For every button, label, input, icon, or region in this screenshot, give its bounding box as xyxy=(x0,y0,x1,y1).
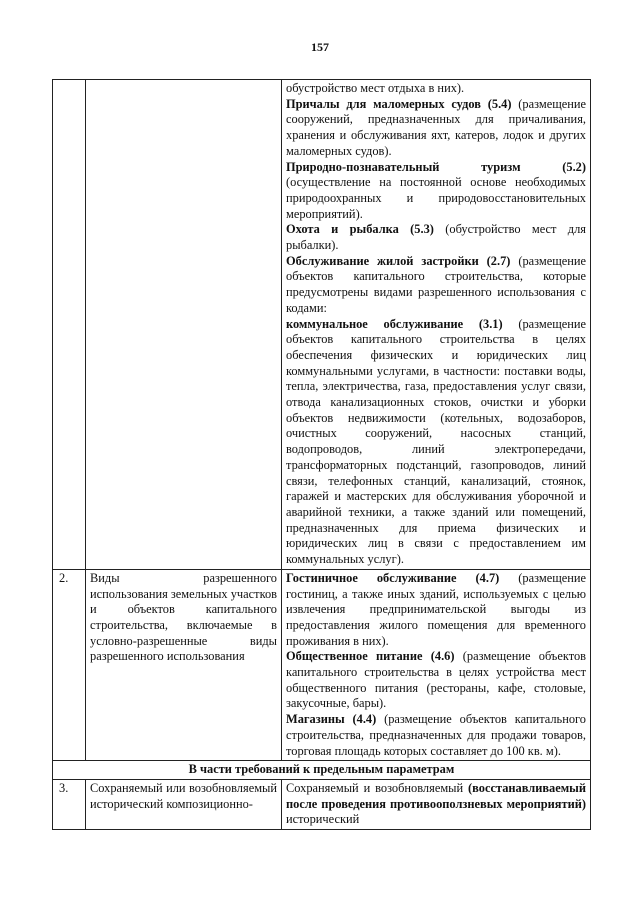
row-content xyxy=(282,779,591,829)
row-content xyxy=(282,569,591,760)
term-bold: Природно-познавательный туризм (5.2) xyxy=(286,159,586,174)
term-bold: коммунальное обслуживание (3.1) xyxy=(286,316,503,331)
term-description: обустройство мест отдыха в них). xyxy=(286,81,465,95)
row-category: Сохраняемый или возобновляемый исторический композиционно- xyxy=(86,779,282,829)
row-number: 2. xyxy=(53,569,86,760)
term-bold: Обслуживание жилой застройки (2.7) xyxy=(286,253,511,268)
paragraph xyxy=(286,254,586,317)
paragraph xyxy=(286,97,586,160)
term-description: (размещение объектов капитального строительства, которые предусмотрены видами разрешенного использования с кодами: xyxy=(286,253,586,315)
section-header-row xyxy=(53,761,591,780)
term-description: (обустройство мест для рыбалки). xyxy=(286,222,586,253)
row-number: 3. xyxy=(53,779,86,829)
paragraph xyxy=(286,81,586,97)
term-bold: Гостиничное обслуживание (4.7) xyxy=(286,570,500,585)
paragraph xyxy=(286,160,586,223)
term-bold: Причалы для маломерных судов (5.4) xyxy=(286,96,512,111)
term-bold: Общественное питание (4.6) xyxy=(286,649,455,664)
term-description: (размещение гостиниц, а также иных зданий, используемых с целью извлечения предпринимательской выгоды из предоставления жилого помещения для временного проживания в них). xyxy=(286,570,586,648)
term-description: (размещение объектов капитального строительства, предназначенных для продажи товаров, торговая площадь которых составляет до 100 кв. м). xyxy=(286,712,586,758)
term-description: Сохраняемый и возобновляемый xyxy=(286,780,469,795)
term-description: (размещение объектов капитального строительства в целях устройства мест общественного питания (рестораны, кафе, столовые, закусочные, бары). xyxy=(286,649,586,711)
term-description: (размещение сооружений, предназначенных для причаливания, хранения и обслуживания яхт, катеров, лодок и других маломерных судов). xyxy=(286,96,586,158)
row-category: Виды разрешенного использования земельных участков и объектов капитального строительства, включаемые в условно-разрешенные виды разрешенного использования xyxy=(86,569,282,760)
term-description: исторический xyxy=(286,812,360,827)
term-description: (осуществление на постоянной основе необходимых природоохранных и природовосстановительных мероприятий). xyxy=(286,175,586,221)
table-row xyxy=(53,779,591,829)
paragraph xyxy=(286,649,586,712)
paragraph xyxy=(286,781,586,828)
term-bold: (восстанавливаемый после проведения противооползневых мероприятий) xyxy=(286,780,586,811)
term-bold: Магазины (4.4) xyxy=(286,712,377,727)
paragraph xyxy=(286,222,586,253)
page-number: 157 xyxy=(311,40,329,54)
table-row xyxy=(53,80,591,570)
row-content xyxy=(282,80,591,570)
term-description: (размещение объектов капитального строительства в целях обеспечения физических и юридических лиц коммунальными услугами, в частности: поставки воды, тепла, электричества, газа, предоставления услуг связи, отвода канализационных стоков, очистки и уборки объектов недвижимости (котельных, водозаборов, очистных сооружений, насосных станций, водопроводов, линий электропередачи, трансформаторных подстанций, газопроводов, линий связи, телефонных станций, канализаций, стоянок, гаражей и мастерских для обслуживания уборочной и аварийной техники, а также зданий или помещений, предназначенных для приема физических и юридических лиц в связи с предоставлением им коммунальных услуг). xyxy=(286,316,586,567)
term-bold: Охота и рыбалка (5.3) xyxy=(286,222,434,237)
section-header: В части требований к предельным параметрам xyxy=(53,761,591,780)
row-number xyxy=(53,80,86,570)
regulations-table xyxy=(52,79,591,830)
row-category xyxy=(86,80,282,570)
paragraph xyxy=(286,571,586,650)
paragraph xyxy=(286,317,586,568)
table-row xyxy=(53,569,591,760)
paragraph xyxy=(286,712,586,759)
